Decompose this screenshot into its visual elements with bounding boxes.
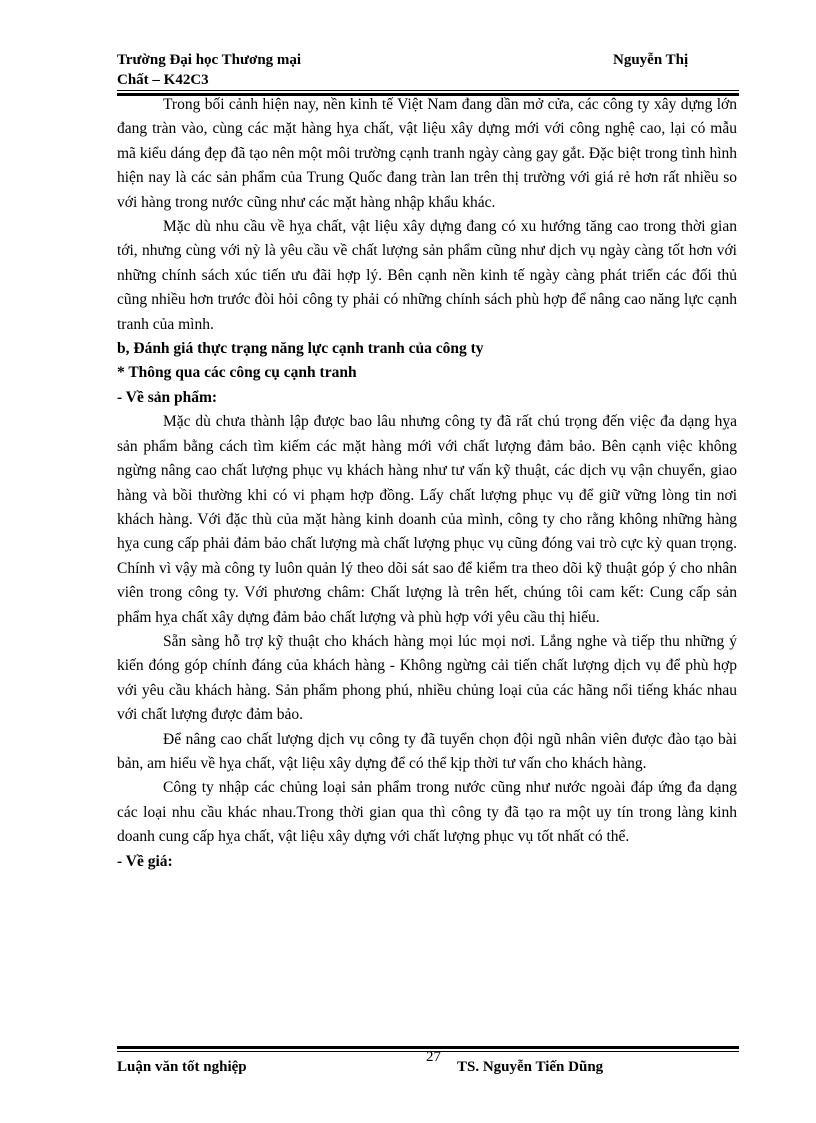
page-body: [117, 93, 737, 874]
paragraph: Để nâng cao chất lượng dịch vụ công ty đã tuyển chọn đội ngũ nhân viên được đào tạo bài bản, am hiểu về hỵa chất, vật liệu xây dựng để có thể kịp thời tư vấn cho khách hàng.: [117, 730, 737, 772]
paragraph: Công ty nhập các chủng loại sản phẩm trong nước cũng như nước ngoài đáp ứng đa dạng các loại nhu cầu khác nhau.Trong thời gian qua thì công ty đã tạo ra một uy tín trong làng kinh doanh cung cấp hỵa chất, vật liệu xây dựng với chất lượng phục vụ tốt nhất có thể.: [117, 779, 737, 846]
paragraph: Trong bối cảnh hiện nay, nền kinh tế Việt Nam đang dần mở cửa, các công ty xây dựng lớn đang tràn vào, cùng các mặt hàng hỵa chất, vật liệu xây dựng mới với công nghệ cao, lại có mẫu mã kiểu dáng đẹp đã tạo nên một môi trường cạnh tranh ngày càng gay gắt. Đặc biệt trong tình hình hiện nay là các sản phẩm của Trung Quốc đang tràn lan trên thị trường với giá rẻ hơn rất nhiều so với hàng trong nước cũng như các mặt hàng nhập khẩu khác.: [117, 96, 737, 211]
footer-supervisor: TS. Nguyễn Tiến Dũng: [457, 1059, 604, 1075]
header-author: Nguyễn Thị: [613, 52, 689, 68]
subsection-heading: - Về sản phẩm:: [117, 388, 218, 406]
subsection-heading: - Về giá:: [117, 852, 173, 870]
header-university: Trường Đại học Thương mại: [117, 52, 302, 68]
section-heading: b, Đánh giá thực trạng năng lực cạnh tranh của công ty: [117, 340, 484, 358]
header-author-continued: Chất – K42C3: [117, 72, 209, 88]
header-rule-thin: [117, 90, 739, 91]
paragraph: Sẵn sàng hỗ trợ kỹ thuật cho khách hàng mọi lúc mọi nơi. Lắng nghe và tiếp thu những ý kiến đóng góp chính đáng của khách hàng - Không ngừng cải tiến chất lượng dịch vụ để phù hợp với yêu cầu khách hàng. Sản phẩm phong phú, nhiều chủng loại của các hãng nổi tiếng khác nhau với chất lượng được đảm bảo.: [117, 632, 737, 724]
page-number: 27: [426, 1049, 441, 1065]
paragraph: Mặc dù chưa thành lập được bao lâu nhưng công ty đã rất chú trọng đến việc đa dạng hỵa sản phẩm bằng cách tìm kiếm các mặt hàng mới với chất lượng đảm bảo. Bên cạnh việc không ngừng nâng cao chất lượng phục vụ khách hàng như tư vấn kỹ thuật, các dịch vụ vận chuyển, giao hàng và bồi thường khi có vi phạm hợp đồng. Lấy chất lượng phục vụ để giữ vững lòng tin nơi khách hàng. Với đặc thù của mặt hàng kinh doanh của mình, công ty cho rằng không những hàng hỵa cung cấp phải đảm bảo chất lượng mà chất lượng phục vụ cũng đóng vai trò cực kỳ quan trọng. Chính vì vậy mà công ty luôn quản lý theo dõi sát sao để kiểm tra theo dõi kỹ thuật góp ý cho nhân viên trong công ty. Với phương châm: Chất lượng là trên hết, chúng tôi cam kết: Cung cấp sản phẩm hỵa chất xây dựng đảm bảo chất lượng và phù hợp với yêu cầu thị hiếu.: [117, 413, 737, 626]
footer-thesis-label: Luận văn tốt nghiệp: [117, 1059, 247, 1075]
paragraph: Mặc dù nhu cầu về hỵa chất, vật liệu xây dựng đang có xu hướng tăng cao trong thời gian tới, nhưng cùng với nỳ là yêu cầu về chất lượng sản phẩm cũng như dịch vụ ngày càng tốt hơn với những chính sách xúc tiến ưu đãi hợp lý. Bên cạnh nền kinh tế ngày càng phát triển các đối thủ cũng nhiều hơn trước đòi hỏi công ty phải có những chính sách phù hợp để nâng cao năng lực cạnh tranh của mình.: [117, 218, 737, 333]
subsection-heading: * Thông qua các công cụ cạnh tranh: [117, 364, 357, 382]
